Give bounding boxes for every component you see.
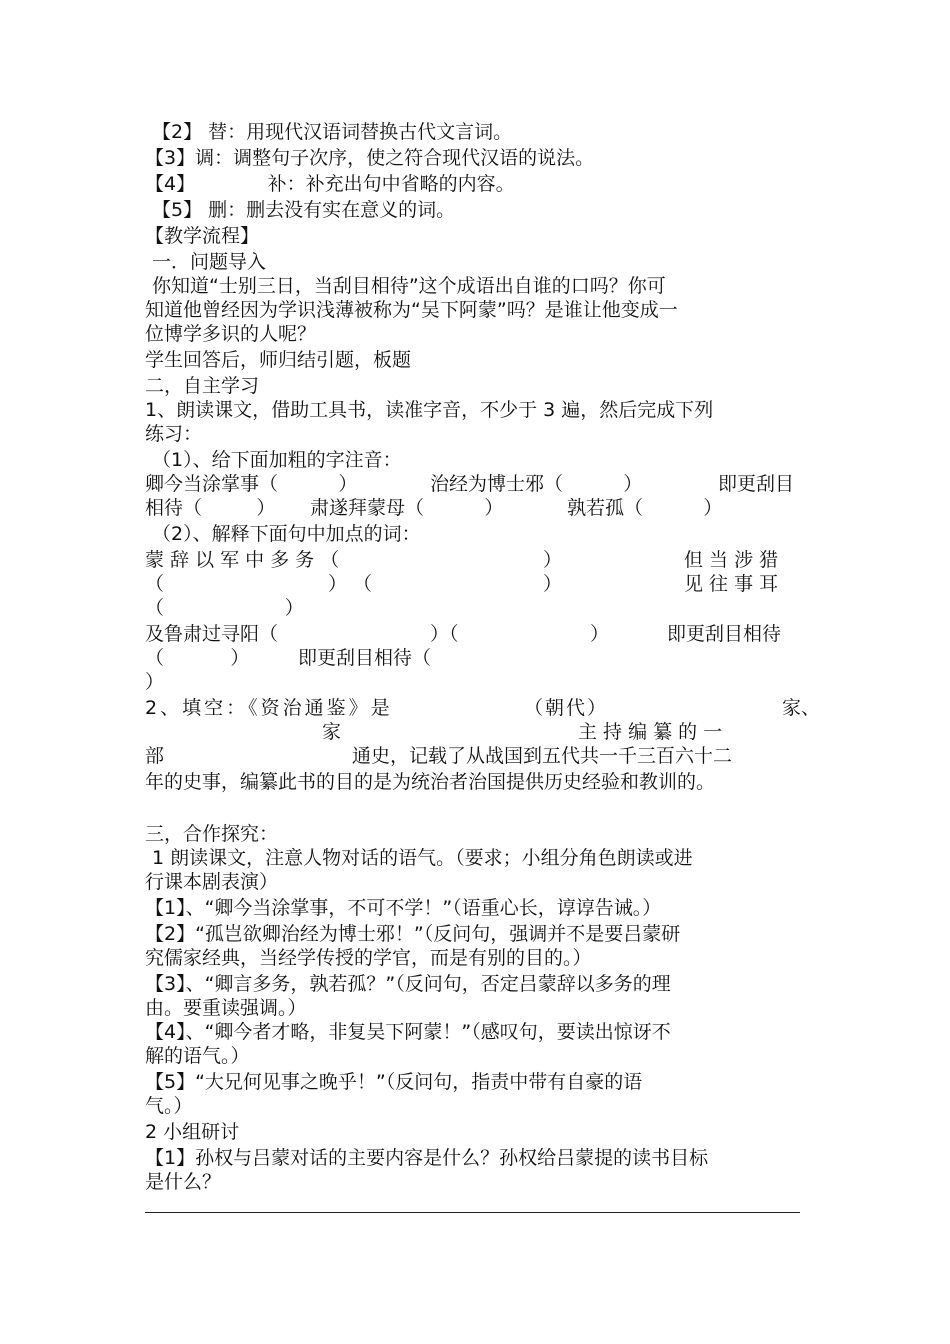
q2-item: （ ） xyxy=(145,597,304,619)
method-replace: 【2】 替：用现代汉语词替换古代文言词。 xyxy=(152,121,513,143)
q2-item: 见 往 事 耳 xyxy=(684,573,779,595)
answer-line xyxy=(145,1212,800,1213)
q2-item: 即更刮目相待 xyxy=(667,623,782,645)
teaching-flow-heading: 【教学流程】 xyxy=(145,225,260,247)
tone-item: 究儒家经典，当经学传授的学官，而是有别的目的。） xyxy=(145,947,592,969)
discussion-question: 是什么？ xyxy=(145,1171,222,1193)
q1-item: 卿今当涂掌事（ ） xyxy=(145,473,358,495)
section1-heading: 一．问题导入 xyxy=(152,251,267,273)
method-adjust: 【3】调：调整句子次序，使之符合现代汉语的说法。 xyxy=(145,147,595,169)
fill-blank-text: 通史，记载了从战国到五代共一千三百六十二 xyxy=(352,745,733,767)
q1-title: （1）、给下面加粗的字注音： xyxy=(152,449,402,471)
section2-heading: 二，自主学习 xyxy=(145,375,260,397)
q2-item: 但 当 涉 猎 xyxy=(684,549,779,571)
section1-para-line: 知道他曾经因为学识浅薄被称为“吴下阿蒙”吗？是谁让他变成一 xyxy=(145,299,678,321)
fill-blank-text: 主 持 编 纂 的 一 xyxy=(578,721,723,743)
fill-blank-text: 2、填空：《资治通鉴》是 xyxy=(145,697,393,719)
method-supplement: 【4】 补：补充出句中省略的内容。 xyxy=(145,173,515,195)
q1-item: 孰若孤（ ） xyxy=(567,497,723,519)
tone-item: 【1】、“卿今当涂掌事，不可不学！”（语重心长，谆谆告诫。） xyxy=(145,897,662,919)
q2-item: ） xyxy=(145,671,165,693)
tone-item: 【3】、“卿言多务，孰若孤？”（反问句，否定吕蒙辞以多务的理 xyxy=(145,973,671,995)
section3-task2: 2 小组研讨 xyxy=(145,1121,240,1143)
discussion-question: 【1】孙权与吕蒙对话的主要内容是什么？孙权给吕蒙提的读书目标 xyxy=(145,1147,709,1169)
tone-item: 气。） xyxy=(145,1095,193,1117)
tone-item: 由。要重读强调。） xyxy=(145,997,307,1019)
q1-item: 治经为博士邪（ ） xyxy=(430,473,643,495)
q2-item: ） xyxy=(543,573,563,595)
method-delete: 【5】 删：删去没有实在意义的词。 xyxy=(152,199,456,221)
fill-blank-text: （朝代） xyxy=(524,697,609,719)
fill-blank-text: 部 xyxy=(145,745,165,767)
q1-item: 相待（ ） xyxy=(145,497,276,519)
tone-item: 【2】“孤岂欲卿治经为博士邪！”（反问句，强调并不是要吕蒙研 xyxy=(145,923,681,945)
q2-item: 即更刮目相待（ xyxy=(298,647,432,669)
tone-item: 【4】、“卿今者才略，非复吴下阿蒙！”（感叹句，要读出惊讶不 xyxy=(145,1021,671,1043)
section3-task1-line: 1 朗读课文，注意人物对话的语气。（要求；小组分角色朗读或进 xyxy=(152,847,693,869)
q1-item: 肃遂拜蒙母（ ） xyxy=(310,497,504,519)
section2-task1-line: 练习： xyxy=(145,423,203,445)
q2-item: ） xyxy=(590,623,610,645)
q2-item: ）（ xyxy=(430,623,459,645)
q2-item: 及鲁肃过寻阳（ xyxy=(145,623,279,645)
section1-after: 学生回答后，师归结引题，板题 xyxy=(145,349,412,371)
section1-para-line: 你知道“士别三日，当刮目相待”这个成语出自谁的口吗？你可 xyxy=(152,275,666,297)
q2-item: （ xyxy=(145,573,165,595)
tone-item: 解的语气。） xyxy=(145,1045,250,1067)
q2-item: ） xyxy=(543,549,563,571)
tone-item: 【5】“大兄何见事之晚乎！”（反问句，指责中带有自豪的语 xyxy=(145,1071,643,1093)
q2-item: ） （ xyxy=(328,573,373,595)
fill-blank-text: 家、 xyxy=(782,697,821,719)
q2-title: （2）、解释下面句中加点的词： xyxy=(152,523,421,545)
section3-task1-line: 行课本剧表演） xyxy=(145,871,279,893)
section3-heading: 三，合作探究： xyxy=(145,823,279,845)
section1-para-line: 位博学多识的人呢？ xyxy=(145,323,317,345)
q2-item: 蒙 辞 以 军 中 多 务 （ xyxy=(145,549,340,571)
q1-item: 即更刮目 xyxy=(718,473,795,495)
fill-blank-text: 家 xyxy=(322,721,342,743)
section2-task1-line: 1、朗读课文，借助工具书，读准字音，不少于 3 遍，然后完成下列 xyxy=(145,399,714,421)
q2-item: （ ） xyxy=(145,647,250,669)
fill-blank-text: 年的史事，编纂此书的目的是为统治者治国提供历史经验和教训的。 xyxy=(145,771,716,793)
